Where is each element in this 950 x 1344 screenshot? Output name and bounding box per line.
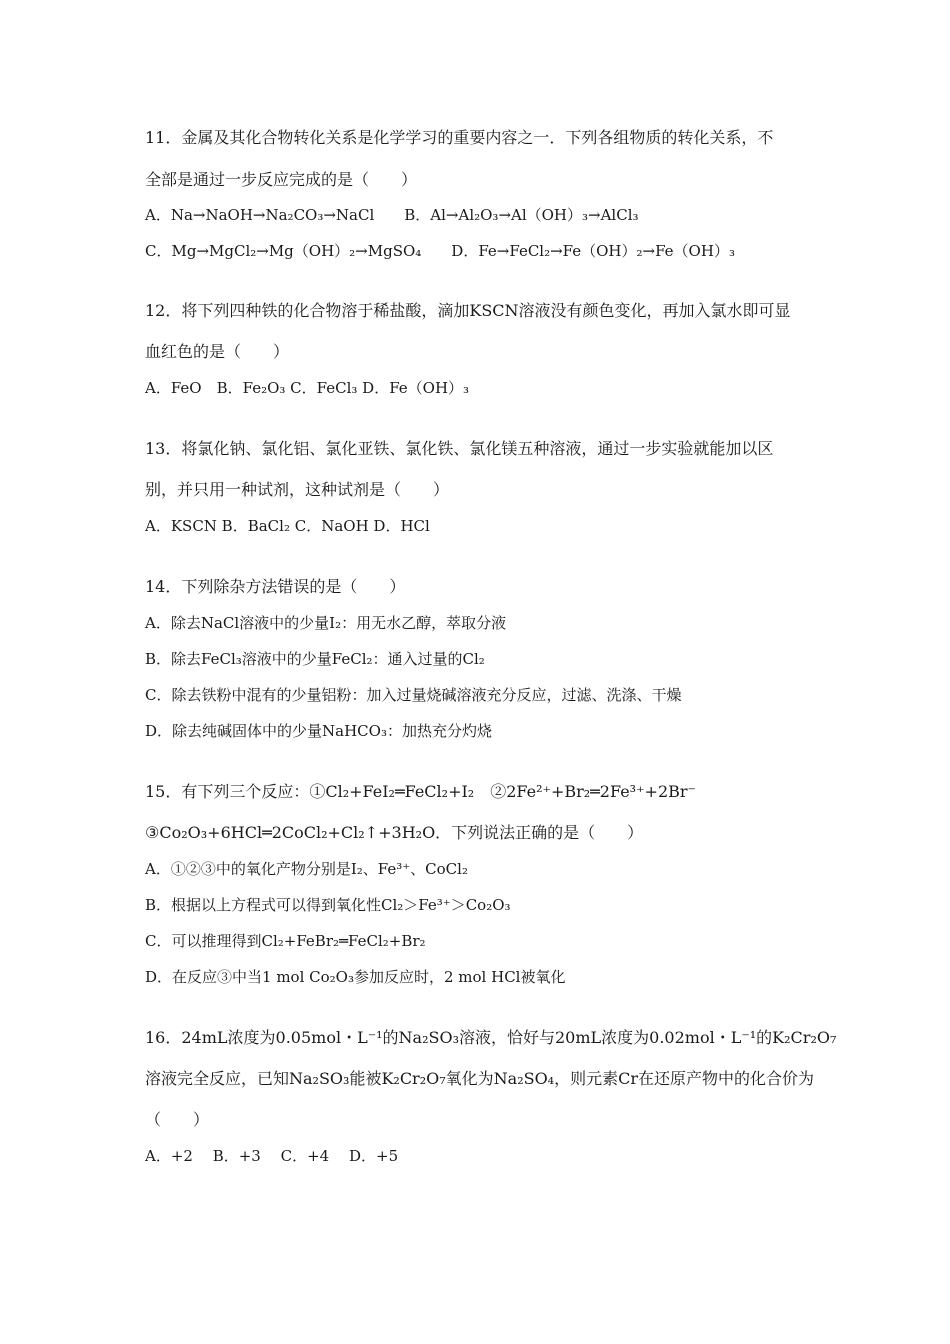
q15-option-b: B．根据以上方程式可以得到氧化性Cl₂＞Fe³⁺＞Co₂O₃ <box>145 896 511 914</box>
q16-stem-line1: 16．24mL浓度为0.05mol・L⁻¹的Na₂SO₃溶液，恰好与20mL浓度为0.02mol・L⁻¹的K₂Cr₂O₇ <box>145 1028 837 1047</box>
q14-stem-line1: 14．下列除杂方法错误的是（ ） <box>145 577 406 596</box>
q12-stem-line2: 血红色的是（ ） <box>145 342 290 361</box>
q16-stem-line2: 溶液完全反应，已知Na₂SO₃能被K₂Cr₂O₇氧化为Na₂SO₄，则元素Cr在还原产物中的化合价为 <box>145 1069 814 1088</box>
q11-stem-line1: 11．金属及其化合物转化关系是化学学习的重要内容之一．下列各组物质的转化关系，不 <box>145 128 774 147</box>
q16-stem-line3: （ ） <box>145 1110 210 1129</box>
q15-option-c: C．可以推理得到Cl₂+FeBr₂═FeCl₂+Br₂ <box>145 932 426 950</box>
q16-options-line1: A．+2 B．+3 C．+4 D．+5 <box>145 1147 399 1165</box>
q14-option-d: D．除去纯碱固体中的少量NaHCO₃：加热充分灼烧 <box>145 722 492 740</box>
q11-options-line1: A．Na→NaOH→Na₂CO₃→NaCl B．Al→Al₂O₃→Al（OH）₃→AlCl₃ <box>145 206 639 224</box>
q11-options-line2: C．Mg→MgCl₂→Mg（OH）₂→MgSO₄ D．Fe→FeCl₂→Fe（OH）₂→Fe（OH）₃ <box>145 242 735 260</box>
q15-stem-line1: 15．有下列三个反应：①Cl₂+FeI₂═FeCl₂+I₂ ②2Fe²⁺+Br₂═2Fe³⁺+2Br⁻ <box>145 782 696 801</box>
q14-option-b: B．除去FeCl₃溶液中的少量FeCl₂：通入过量的Cl₂ <box>145 650 485 668</box>
q15-option-a: A．①②③中的氧化产物分别是I₂、Fe³⁺、CoCl₂ <box>145 860 468 878</box>
q14-option-c: C．除去铁粉中混有的少量铝粉：加入过量烧碱溶液充分反应，过滤、洗涤、干燥 <box>145 686 682 704</box>
q15-stem-line2: ③Co₂O₃+6HCl═2CoCl₂+Cl₂↑+3H₂O．下列说法正确的是（ ） <box>145 823 644 842</box>
q13-stem-line1: 13．将氯化钠、氯化铝、氯化亚铁、氯化铁、氯化镁五种溶液，通过一步实验就能加以区 <box>145 439 774 458</box>
q12-stem-line1: 12．将下列四种铁的化合物溶于稀盐酸，滴加KSCN溶液没有颜色变化，再加入氯水即可显 <box>145 301 791 320</box>
q14-option-a: A．除去NaCl溶液中的少量I₂：用无水乙醇，萃取分液 <box>145 614 507 632</box>
q15-option-d: D．在反应③中当1 mol Co₂O₃参加反应时，2 mol HCl被氧化 <box>145 968 566 986</box>
q13-stem-line2: 别，并只用一种试剂，这种试剂是（ ） <box>145 480 450 499</box>
q13-options-line1: A．KSCN B．BaCl₂ C．NaOH D．HCl <box>145 517 430 535</box>
q12-options-line1: A．FeO B．Fe₂O₃ C．FeCl₃ D．Fe（OH）₃ <box>145 379 470 397</box>
q11-stem-line2: 全部是通过一步反应完成的是（ ） <box>145 170 418 189</box>
